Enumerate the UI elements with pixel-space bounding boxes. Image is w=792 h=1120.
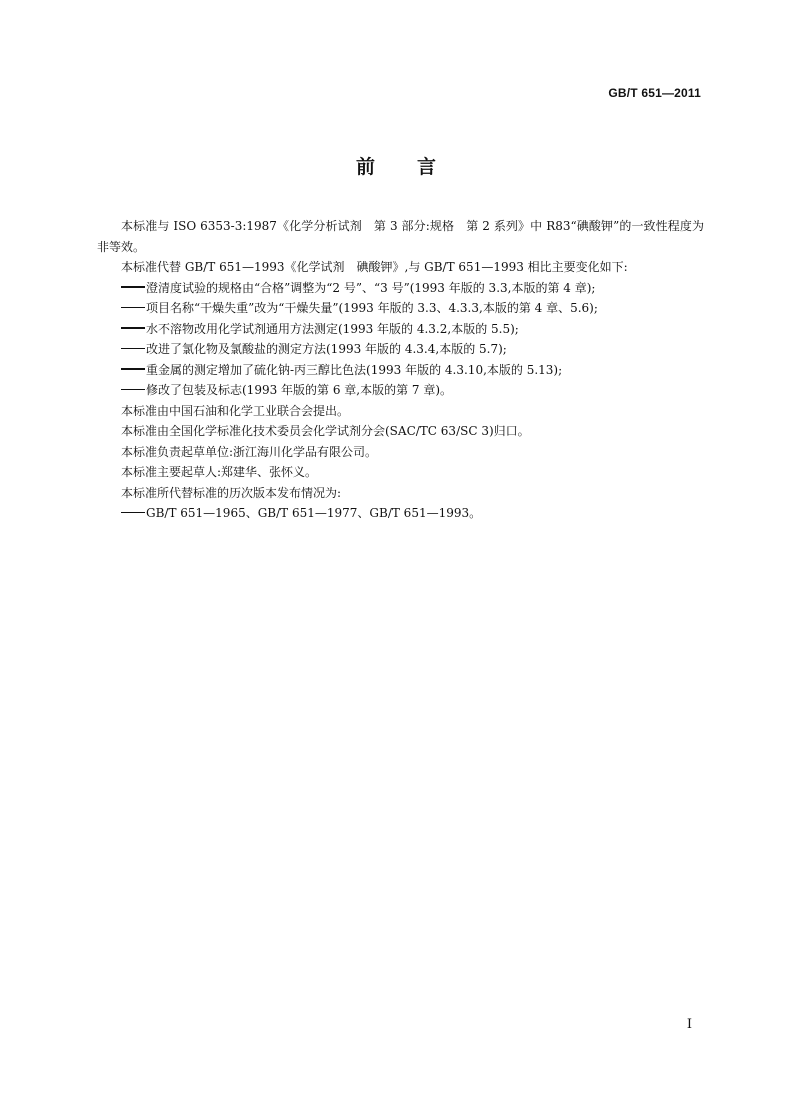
change-item [97,298,704,319]
paragraph-drafters: 本标准主要起草人:郑建华、张怀义。 [121,465,318,479]
dash-mark [121,307,145,309]
history-item [97,503,704,524]
change-item-text: 项目名称“干燥失重”改为“干燥失量”(1993 年版的 3.3、4.3.3,本版的第 4 章、5.6); [146,301,598,315]
dash-mark [121,327,145,329]
change-item-text: 重金属的测定增加了硫化钠-丙三醇比色法(1993 年版的 4.3.10,本版的 5.13); [146,362,563,377]
standard-code-header: GB/T 651—2011 [608,86,701,100]
change-item-text: 水不溶物改用化学试剂通用方法测定(1993 年版的 4.3.2,本版的 5.5); [146,321,519,336]
change-item [97,360,704,381]
paragraph-equivalence: 本标准与 ISO 6353-3:1987《化学分析试剂 第 3 部分:规格 第 2 系列》中 R83“碘酸钾”的一致性程度为非等效。 [97,219,704,254]
change-item-text: 修改了包装及标志(1993 年版的第 6 章,本版的第 7 章)。 [146,383,453,397]
change-item [97,380,704,401]
dash-mark [121,512,145,514]
change-item-text: 改进了氯化物及氯酸盐的测定方法(1993 年版的 4.3.4,本版的 5.7); [146,342,507,356]
change-item-text: 澄清度试验的规格由“合格”调整为“2 号”、“3 号”(1993 年版的 3.3,本版的第 4 章); [146,280,596,295]
dash-mark [121,348,145,350]
paragraph-committee: 本标准由全国化学标准化技术委员会化学试剂分会(SAC/TC 63/SC 3)归口。 [121,424,530,438]
page-number: I [686,1017,692,1032]
dash-mark [121,286,145,288]
history-item-text: GB/T 651—1965、GB/T 651—1977、GB/T 651—1993。 [146,506,482,520]
page-title: 前言 [355,156,478,178]
dash-mark [121,368,145,370]
foreword-body [97,216,704,524]
dash-mark [121,389,145,391]
paragraph-drafting-unit: 本标准负责起草单位:浙江海川化学品有限公司。 [121,444,378,459]
paragraph-proposer: 本标准由中国石油和化学工业联合会提出。 [121,403,350,418]
change-item [97,278,704,299]
paragraph-history-intro: 本标准所代替标准的历次版本发布情况为: [121,485,342,500]
change-item [97,339,704,360]
change-item [97,319,704,340]
paragraph-replacement: 本标准代替 GB/T 651—1993《化学试剂 碘酸钾》,与 GB/T 651—1993 相比主要变化如下: [121,260,628,274]
